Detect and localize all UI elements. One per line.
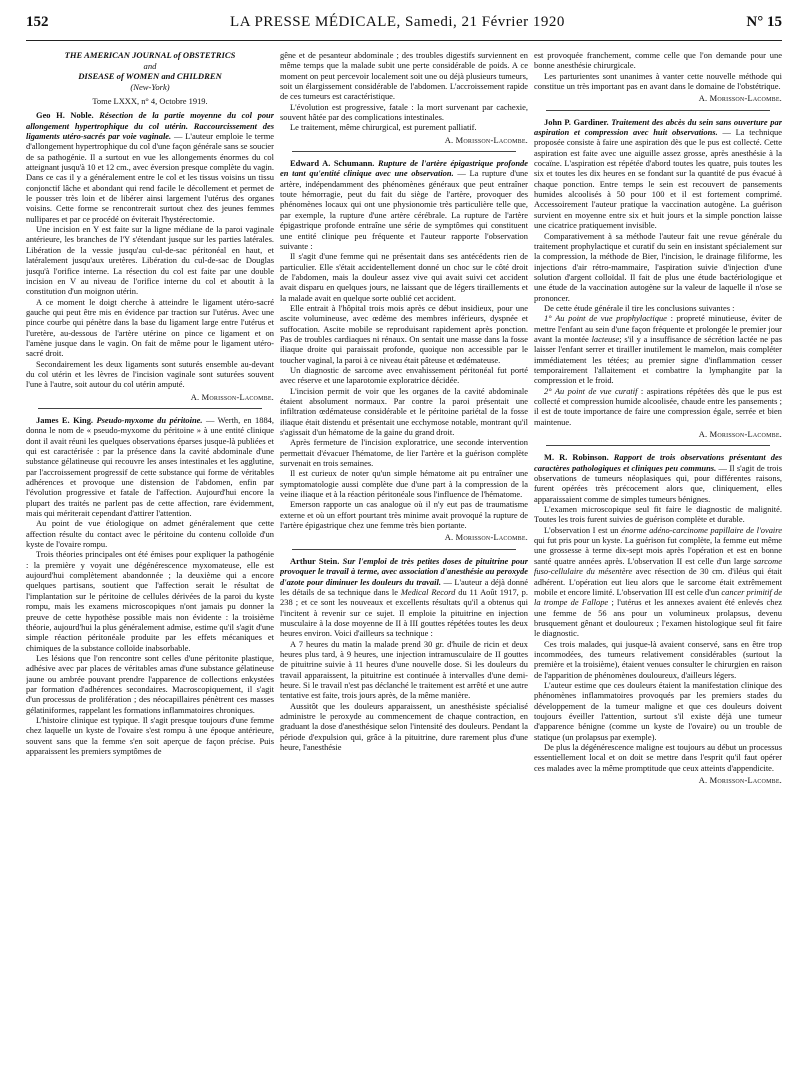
paragraph: L'évolution est progressive, fatale : la mort survenant par cachexie, souvent hâtée par des complications intestinales. bbox=[280, 101, 528, 123]
paragraph: : aspirations répétées dès que le pus est collecté et compression humide alcoolisée, chaude entre les pansements ; il est de toute importance de faire une compression égale, serrée et bien maintenue. bbox=[534, 385, 782, 427]
paragraph: Au point de vue étiologique on admet généralement que cette affection résulte du contact avec le péritoine du contenu colloïde d'un kyste de l'ovaire rompu. bbox=[26, 518, 274, 550]
journal-title: LA PRESSE MÉDICALE, Samedi, 21 Février 1920 bbox=[230, 14, 565, 30]
column-1 bbox=[26, 50, 274, 1072]
paragraph: Après fermeture de l'incision exploratrice, une seconde intervention permettait d'évacuer l'hématome, de lier l'artère et la guérison complète survenait en trois semaines. bbox=[280, 437, 528, 469]
article-author: Arthur Stein. bbox=[290, 555, 340, 566]
paragraph: Les parturientes sont unanimes à vanter cette nouvelle méthode qui constitue un très important pas en avant dans le domaine de l'obstétrique. bbox=[534, 70, 782, 92]
article-title: Traitement des abcès du sein sans ouverture par aspiration et compression avec huit observations. bbox=[534, 116, 782, 138]
issue-number: N° 15 bbox=[746, 14, 782, 30]
article-signature: A. Morisson-Lacombe. bbox=[698, 775, 782, 786]
paragraph: Les lésions que l'on rencontre sont celles d'une péritonite plastique, adhésive avec par places de véritables amas d'une substance gélatineuse jaune ou ambrée pouvant prendre l'apparence de collections enkystées par formation d'adhérences secondaires. Macroscopiquement, il s'agit d'un processus de prolifération ; des néocapillaires pénètrent ces masses gélatiniformes, rappelant les formations inflammatoires chroniques. bbox=[26, 652, 274, 715]
masthead-line: DISEASE of WOMEN and CHILDREN bbox=[78, 71, 222, 81]
article-gardiner bbox=[534, 117, 782, 440]
emphasis: énorme adéno-carcinome papillaire de l'ovaire bbox=[621, 524, 782, 535]
paragraph: — Il s'agit de trois observations de tumeurs néoplasiques qui, pour différentes raisons, furent opérées très précocement alors que, cliniquement, elles apparaissaient comme de simples tumeurs bénignes. bbox=[534, 462, 782, 504]
article-title: Pseudo-myxome du péritoine. bbox=[96, 414, 203, 425]
paragraph: L'examen microscopique seul fit faire le diagnostic de malignité. Toutes les trois furent suivies de guérison complète et durable. bbox=[534, 504, 782, 525]
page-number: 152 bbox=[26, 14, 49, 30]
paragraph: — La technique proposée consiste à faire une aspiration dès que le pus est collecté. Cette aspiration est faite avec une aiguille assez grosse, après anesthésie à la cocaïne. L'aspiration est répétée d'abord toutes les quatre, puis toutes les six et toutes les dix heures en se fondant sur la quantité de pus évacué à chaque ponction. Entre temps le sein est recouvert de pansements humides alcoolisés à 50 pour 100 et il est fortement comprimé. Accessoirement l'auteur pratique la vaccination autogène. La guérison survient en moyenne entre six et huit jours et la simple ponction laisse une cicatrice pratiquement invisible. bbox=[534, 127, 782, 231]
header-rule bbox=[26, 40, 782, 41]
paragraph: Il est curieux de noter qu'un simple hématome ait pu entraîner une symptomatologie aussi complète due d'une part à la compression de la veine iliaque et à la réaction péritonéale sous l'influence de l'hématome. bbox=[280, 468, 528, 500]
article-robinson bbox=[534, 452, 782, 785]
paragraph: L'incision permit de voir que les organes de la cavité abdominale étaient absolument normaux. Par contre la paroi présentait une infiltration œdémateuse considérable et le péritoine pariétal de la fosse iliaque était distendu et présentait une ecchymose notable, montrant qu'il s'agissait d'un hématome de la gaine du grand droit. bbox=[280, 385, 528, 438]
article-signature: A. Morisson-Lacombe. bbox=[698, 93, 782, 104]
paragraph: Elle entrait à l'hôpital trois mois après ce début insidieux, pour une ascite volumineuse, avec œdème des membres inférieurs, dyspnée et suffocation. Ascite mobile se reproduisant rapidement après ponction. Pas de troubles cardiaques ni rénaux. On sentait une masse dans la fosse iliaque droite qui paraissait profonde, quoique non accessible par le toucher vaginal, la paroi à ce niveau était pâteuse et œdémateuse. bbox=[280, 302, 528, 365]
article-author: James E. King. bbox=[36, 414, 94, 425]
paragraph: Un diagnostic de sarcome avec envahissement péritonéal fut porté avec réserve et une laparotomie exploratrice décidée. bbox=[280, 364, 528, 386]
emphasis: lacteuse bbox=[591, 333, 620, 344]
paragraph: ; s'il y a insuffisance de sécrétion lactée ne pas laisser l'enfant serrer et tirailler inutilement le mamelon, mais compléter immédiatement les tétées; au premier signe d'inflammation cesser temporairement l'allaitement et combattre la lymphangite par la compression et le froid. bbox=[534, 333, 782, 386]
paragraph: est provoquée franchement, comme celle que l'on demande pour une bonne anesthésie chirurgicale. bbox=[534, 50, 782, 71]
paragraph: — L'auteur a déjà donné les détails de sa technique dans le bbox=[280, 576, 528, 597]
article-separator bbox=[292, 151, 515, 152]
paragraph: Il s'agit d'une femme qui ne présentait dans ses antécédents rien de particulier. Elle s'était accidentellement donné un choc sur le côté droit de l'abdomen, mais la douleur assez vive qui avait suivi cet accident avait disparu en quelques jours, ne laissant que de légers tiraillements et la malade avait en quelque sorte oublié cet accident. bbox=[280, 251, 528, 303]
article-king-continued bbox=[280, 50, 528, 145]
article-author: Geo H. Noble. bbox=[36, 110, 94, 121]
paragraph: Emerson rapporte un cas analogue où il n'y eut pas de traumatisme externe et où un effort pourtant très minime avait provoqué la rupture de l'artère épigastrique chez une femme très bien portante. bbox=[280, 499, 528, 531]
article-separator bbox=[292, 549, 515, 550]
column-2 bbox=[280, 50, 528, 1072]
paragraph: — L'auteur emploie le terme d'allongement hypertrophique du col d'une façon générale sans se soucier de sa pathogénie. Il a surtout en vue les allongements énormes du col atteignant jusqu'à 10 et 12 cm., avec éversion presque complète du vagin. Dans ce cas il y a généralement entre le col et les tissus voisins un tissu conjonctif lâche et abondant qui rend facile le décollement et permet de le pousser très loin et de libérer ainsi largement l'utérus des organes voisins. Cette forme se rencontrerait surtout chez des jeunes femmes nullipares et par ce procédé on éviterait l'hystérectomie. bbox=[26, 131, 274, 224]
page-header bbox=[26, 14, 782, 40]
article-title: Sur l'emploi de très petites doses de pituitrine pour provoquer le travail à terme, avec association d'anesthésie au peroxyde d'azote pour diminuer les douleurs du travail. bbox=[280, 555, 528, 587]
paragraph: Le traitement, même chirurgical, est purement palliatif. bbox=[290, 122, 477, 133]
paragraph: — La rupture d'une artère, indépendamment des phénomènes généraux que peut entraîner toute hémorragie, peut du fait du siège de l'artère, provoquer des phénomènes locaux qui ont une physionomie très particulière telle que, par exemple, la rupture d'une artère cérébrale. La rupture de l'artère épigastrique profonde entraîne une série de symptômes qui constituent une entité clinique peu fréquente et l'auteur rapporte l'observation suivante : bbox=[280, 168, 528, 251]
paragraph: Ces trois malades, qui jusque-là avaient conservé, sans en être trop incommodées, des tumeurs relativement considérables (surtout la première et la troisième), étaient venues consulter le chirurgien en raison de l'apparition de phénomènes douloureux, d'ailleurs légers. bbox=[534, 638, 782, 680]
article-title: Rapport de trois observations présentant des caractères pathologiques et cliniques peu communs. bbox=[534, 452, 782, 473]
article-signature: A. Morisson-Lacombe. bbox=[190, 391, 274, 402]
paragraph: Secondairement les deux ligaments sont suturés ensemble au-devant du col utérin et les lèvres de l'incision vaginale sont suturées souvent l'une à l'autre, soit autour du col utérin amputé. bbox=[26, 358, 274, 390]
article-signature: A. Morisson-Lacombe. bbox=[444, 532, 528, 543]
article-separator bbox=[546, 445, 769, 446]
paragraph: : propreté minutieuse, éviter de mettre l'enfant au sein d'une façon fréquente et prolongée le premier jour avant la montée bbox=[534, 313, 782, 344]
article-title: Résection de la partie moyenne du col pour allongement hypertrophique du col utérin. Raccourcissement des ligaments utéro-sacrés par voie vaginale. bbox=[26, 110, 274, 142]
article-separator bbox=[546, 110, 769, 111]
paragraph: ; l'utérus et les annexes avaient été enlevés chez une femme de 56 ans pour un volumineux prolapsus, devenu brusquement gênant et douloureux ; l'examen histologique seul fit faire le diagnostic. bbox=[534, 597, 782, 639]
article-title: Rupture de l'artère épigastrique profonde en tant qu'entité clinique avec une observation. bbox=[280, 158, 528, 179]
emphasis: sarcome fuso-cellulaire du mésentère bbox=[534, 555, 782, 577]
article-separator bbox=[38, 408, 261, 409]
article-author: Edward A. Schumann. bbox=[290, 158, 375, 169]
article-author: John P. Gardiner. bbox=[544, 116, 609, 127]
paragraph: avec résection de 30 cm. d'iléus qui était adhérent. L'opération eut lieu alors que le sarcome était extrêmement mobile et encore limité. L'observation III est celle d'un bbox=[534, 566, 782, 597]
paragraph: gêne et de pesanteur abdominale ; des troubles digestifs surviennent en même temps que la malade subit une perte considérable de poids. A ce moment on peut percevoir localement soit une ou déjà plusieurs tumeurs, soit un élargissement considérable de l'abdomen. L'accroissement rapide de ces tumeurs est caractéristique. bbox=[280, 50, 528, 102]
paragraph: du 11 Août 1917, p. 238 ; et ce sont les nouveaux et excellents résultats qu'il a obtenus qui l'incitent à revenir sur ce sujet. Il emploie la pituitrine en injection musculaire à la dose moyenne de II à III gouttes répétées toutes les deux heures environ. Voici d'ailleurs sa technique : bbox=[280, 586, 528, 639]
paragraph: Trois théories principales ont été émises pour expliquer la pathogénie : la première y voyait une dégénérescence myxomateuse, elle est aujourd'hui complètement abandonnée ; la deuxième qui a encore quelques partisans, soutient que l'affection serait le résultat de l'implantation sur le péritoine de cellules dérivées de la paroi du kyste rompu, mais les examens microscopiques n'ont jamais pu donner la preuve de cette hypothèse possible mais non évidente : la troisième théorie, aujourd'hui la plus généralement admise, estime qu'il s'agit d'une simple réaction péritonéale produite par les effets mécaniques et chimiques de la substance colloïde inabsorbable. bbox=[26, 549, 274, 653]
article-stein bbox=[280, 556, 528, 753]
article-signature: A. Morisson-Lacombe. bbox=[698, 429, 782, 440]
paragraph: Aussitôt que les douleurs apparaissent, un anesthésiste spécialisé administre le peroxyde au commencement de chaque contraction, en graduant la dose d'anesthésique selon l'intensité des douleurs. Pendant la période d'expulsion qui, grâce à la pituitrine, dure rarement plus d'une heure, l'anesthésie bbox=[280, 700, 528, 752]
emphasis: cancer primitif de la trompe de Fallope bbox=[534, 586, 782, 608]
article-noble bbox=[26, 110, 274, 402]
paragraph: De plus la dégénérescence maligne est toujours au début un processus essentiellement local et on doit se mettre dans l'esprit qu'il faut opérer ces malades avec la même promptitude que ceux atteints d'appendicite. bbox=[534, 742, 782, 773]
masthead-line: and bbox=[143, 60, 157, 71]
article-signature: A. Morisson-Lacombe. bbox=[444, 134, 528, 145]
paragraph: Comparativement à sa méthode l'auteur fait une revue générale du traitement prophylactique et curatif du sein en insistant spécialement sur la compression, la méthode de Bier, l'incision, le drainage filiforme, les injections d'air rétro-mammaire, l'aspiration suivie d'injection d'une solution d'argent colloïdal. Il fait de plus une étude bactériologique et une étude de la vaccination autogène sur la valeur de laquelle il n'ose se prononcer. bbox=[534, 230, 782, 303]
paragraph: L'observation I est un bbox=[544, 524, 622, 535]
article-stein-continued bbox=[534, 50, 782, 104]
paragraph: A 7 heures du matin la malade prend 30 gr. d'huile de ricin et deux heures plus tard, à 9 heures, une injection intramusculaire de II gouttes de pituitrine suivie à 11 heures d'une nouvelle dose. Si les douleurs du travail apparaissent, la pituitrine est continuée à intervalles d'une demi-heure. Si le travail n'est pas déclanché le traitement est arrêté et une autre tentative est faite, trois jours après, de la même manière. bbox=[280, 638, 528, 701]
list-label: 2° Au point de vue curatif bbox=[544, 385, 638, 396]
masthead-line: (New-York) bbox=[130, 81, 170, 92]
paragraph: De cette étude générale il tire les conclusions suivantes : bbox=[544, 302, 735, 313]
article-king bbox=[26, 415, 274, 756]
list-label: 1° Au point de vue prophylactique bbox=[544, 313, 667, 324]
paragraph: — Werth, en 1884, donna le nom de « pseudo-myxome du péritoine » à une entité clinique dont il avait réuni les quelques observations éparses jusque-là publiées et qui est caractérisée : par la présence dans la cavité abdominale d'une substance gélatineuse qui recouvre les anses intestinales et les agglutine, par l'accroissement progressif de cette substance qui forme de véritables adhérences et provoque une distension de l'abdomen, enfin par l'évolution progressive et fatale de l'affection. Aujourd'hui encore la plupart des traités ne parlent pas de cette affection, rare évidemment, mais qui mériterait cependant d'attirer l'attention. bbox=[26, 414, 274, 519]
paragraph: qui fut pris pour un kyste. La guérison fut complète, la femme eut même une grossesse à terme dix-sept mois après l'opération et est en bonne santé quatre années après. L'observation II est celle d'un large bbox=[534, 535, 782, 566]
article-author: M. R. Robinson. bbox=[544, 452, 609, 463]
journal-masthead bbox=[26, 50, 274, 92]
column-3 bbox=[534, 50, 782, 1072]
volume-info: Tome LXXX, n° 4, Octobre 1919. bbox=[92, 96, 208, 106]
article-schumann bbox=[280, 158, 528, 543]
paragraph: L'histoire clinique est typique. Il s'agit presque toujours d'une femme chez laquelle un kyste de l'ovaire s'est rompu à une époque antérieure, souvent sans que la femme s'en soit aperçue de façon précise. Puis apparaissent les premiers symptômes de bbox=[26, 714, 274, 756]
paragraph: L'auteur estime que ces douleurs étaient la manifestation clinique des phénomènes inflammatoires provoqués par les premiers stades du développement de la tumeur maligne et que ces douleurs doivent toujours éveiller l'attention, surtout s'il existe déjà une tumeur d'apparence bénigne (comme un kyste de l'ovaire) ou un trouble de statique (un prolapsus par exemple). bbox=[534, 679, 782, 742]
paragraph: A ce moment le doigt cherche à atteindre le ligament utéro-sacré gauche qui peut être mis en évidence par traction sur l'utérus. Avec une pince courbe qui pénètre dans la base du ligament large entre l'utérus et l'uretère, au-dessous de l'artère utérine on pince ce ligament et on l'amène jusque dans le vagin. On fait de même pour le ligament utéro-sacré droit. bbox=[26, 296, 274, 359]
paragraph: Une incision en Y est faite sur la ligne médiane de la paroi vaginale antérieure, les branches de l'Y s'étendant jusque sur les parties latérales. Libération de la vessie jusqu'au cul-de-sac péritonéal en haut, et latéralement jusqu'aux uretères. Libération du cul-de-sac de Douglas jusqu'à l'orifice interne. La résection du col est faite par une double incision en V au niveau de l'orifice interne du col et aboutit à la constitution d'un moignon utérin. bbox=[26, 224, 274, 297]
journal-reference: Medical Record bbox=[400, 586, 456, 597]
masthead-line: THE AMERICAN JOURNAL of OBSTETRICS bbox=[64, 50, 236, 60]
